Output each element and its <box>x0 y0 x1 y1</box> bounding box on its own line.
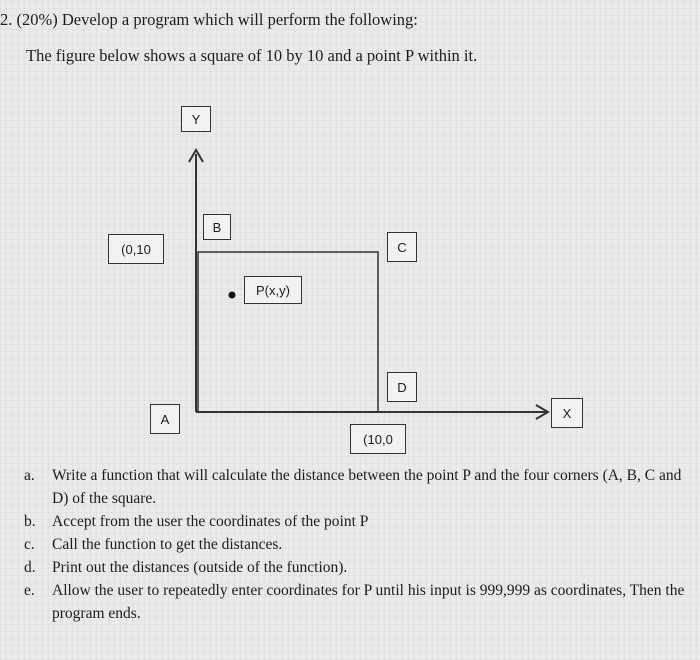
task-text: Write a function that will calculate the distance between the point P and the four corners (A, B, C and D) of the square. <box>52 467 682 507</box>
task-text: Print out the distances (outside of the function). <box>52 559 348 576</box>
list-item <box>24 579 694 625</box>
corner-bottom-right-coordinate: (10,0 <box>350 424 406 454</box>
point-p-label: P(x,y) <box>244 276 302 304</box>
list-item <box>24 556 694 579</box>
list-item <box>24 510 694 533</box>
task-text: Call the function to get the distances. <box>52 536 283 553</box>
question-heading: 2. (20%) Develop a program which will perform the following: <box>0 10 418 29</box>
task-letter: e. <box>24 582 35 599</box>
corner-b-label: B <box>203 214 231 240</box>
question-intro: The figure below shows a square of 10 by 10 and a point P within it. <box>26 46 478 65</box>
task-text: Accept from the user the coordinates of the point P <box>52 513 369 530</box>
task-letter: b. <box>24 513 36 530</box>
task-text: Allow the user to repeatedly enter coordinates for P until his input is 999,999 as coordinates, Then the program ends. <box>52 582 685 622</box>
task-letter: a. <box>24 467 35 484</box>
list-item <box>24 464 694 510</box>
y-axis-label: Y <box>181 106 211 132</box>
corner-a-label: A <box>150 404 180 434</box>
point-p-dot <box>229 292 236 299</box>
corner-d-label: D <box>387 372 417 402</box>
corner-top-left-coordinate: (0,10 <box>108 234 164 264</box>
task-letter: c. <box>24 536 35 553</box>
corner-c-label: C <box>387 232 417 262</box>
task-letter: d. <box>24 559 36 576</box>
task-list <box>24 464 694 625</box>
x-axis-label: X <box>551 398 583 428</box>
list-item <box>24 533 694 556</box>
